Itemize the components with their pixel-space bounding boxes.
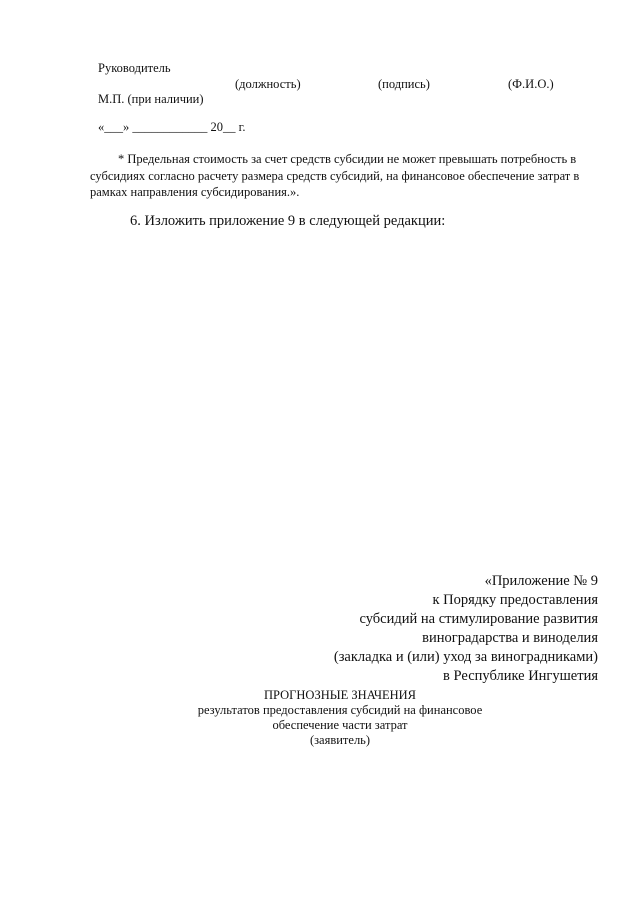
footnote: * Предельная стоимость за счет средств субсидии не может превышать потребность в субсидиях согласно расчету размера средств субсидий, на финансовое обеспечение затрат в рамках направления субсидирования.».	[90, 152, 580, 199]
instruction: 6. Изложить приложение 9 в следующей редакции:	[130, 213, 446, 229]
forecast-applicant: (заявитель)	[309, 733, 371, 747]
appendix-line: «Приложение № 9	[484, 573, 598, 589]
seal-label: М.П. (при наличии)	[98, 92, 204, 106]
appendix-line: виноградарства и виноделия	[422, 630, 598, 646]
position-caption: (должность)	[235, 77, 301, 91]
appendix-line: к Порядку предоставления	[432, 592, 598, 608]
appendix-line: (закладка и (или) уход за виноградниками)	[333, 649, 598, 665]
date-line: «___» ____________ 20__ г.	[98, 120, 246, 134]
appendix-header	[334, 572, 598, 686]
forecast-subtitle-line: результатов предоставления субсидий на финансовое	[197, 703, 483, 717]
forecast-heading: ПРОГНОЗНЫЕ ЗНАЧЕНИЯ	[264, 688, 416, 702]
forecast-subtitle-line: обеспечение части затрат	[272, 718, 408, 732]
head-label: Руководитель	[98, 61, 171, 75]
forecast-title	[140, 688, 540, 748]
appendix-line: субсидий на стимулирование развития	[359, 611, 598, 627]
name-caption: (Ф.И.О.)	[508, 77, 554, 91]
appendix-line: в Республике Ингушетия	[443, 668, 598, 684]
signature-caption: (подпись)	[378, 77, 430, 91]
